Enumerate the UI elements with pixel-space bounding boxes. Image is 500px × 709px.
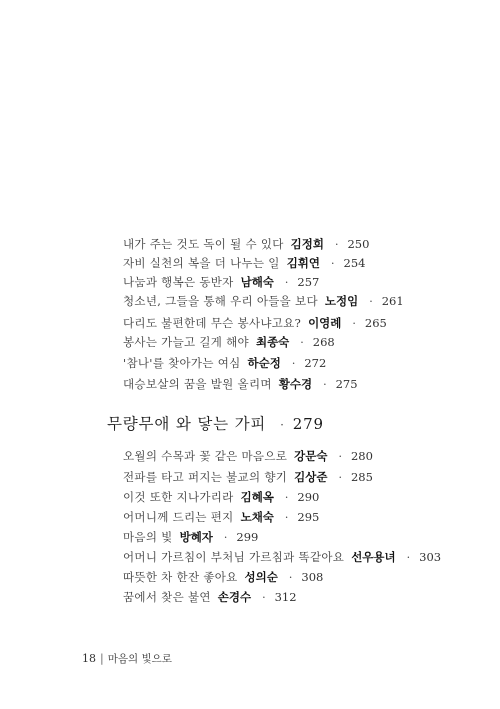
toc-entry[interactable] <box>123 254 365 272</box>
entry-separator: · <box>334 238 339 251</box>
section-page-number: 279 <box>292 415 324 433</box>
entry-page-number: 261 <box>381 294 404 308</box>
toc-entry[interactable] <box>123 548 441 566</box>
entry-page-number: 280 <box>350 449 373 463</box>
toc-entry[interactable] <box>123 488 319 506</box>
entry-page-number: 303 <box>419 550 442 564</box>
entry-separator: · <box>369 295 373 308</box>
entry-separator: · <box>331 257 335 270</box>
entry-page-number: 265 <box>364 316 387 330</box>
entry-page-number: 285 <box>350 470 373 484</box>
entry-title: 대승보살의 꿈을 발원 올리며 <box>123 377 272 391</box>
entry-author: 노채숙 <box>240 510 274 524</box>
toc-entry[interactable] <box>123 273 319 291</box>
entry-separator: · <box>338 450 342 463</box>
entry-page-number: 254 <box>343 256 366 270</box>
entry-separator: · <box>291 357 296 370</box>
toc-entry[interactable] <box>123 375 358 393</box>
entry-separator: · <box>406 551 411 564</box>
entry-page-number: 275 <box>335 377 358 391</box>
entry-author: 성의순 <box>244 570 278 584</box>
entry-separator: · <box>323 378 327 391</box>
entry-separator: · <box>223 531 228 544</box>
entry-author: 황수경 <box>278 377 313 391</box>
toc-entry[interactable] <box>123 333 335 351</box>
entry-title: 다리도 불편한데 무슨 봉사냐고요? <box>123 316 302 330</box>
entry-author: 강문숙 <box>294 449 328 463</box>
entry-author: 김휘연 <box>286 256 321 270</box>
entry-author: 선우용녀 <box>351 550 396 564</box>
toc-entry[interactable] <box>123 354 326 372</box>
toc-entry[interactable] <box>123 235 369 253</box>
entry-author: 김혜옥 <box>240 490 274 504</box>
entry-title: 자비 실천의 복을 더 나누는 일 <box>123 256 280 270</box>
entry-separator: · <box>262 591 266 604</box>
entry-author: 김정희 <box>290 237 324 251</box>
entry-title: 어머니께 드리는 편지 <box>123 510 234 524</box>
entry-separator: · <box>288 571 293 584</box>
entry-author: 방혜자 <box>179 530 213 544</box>
entry-page-number: 299 <box>236 530 259 544</box>
section-heading[interactable] <box>107 412 324 434</box>
entry-page-number: 268 <box>312 335 335 349</box>
page-footer <box>82 651 172 666</box>
entry-author: 남해숙 <box>240 275 274 289</box>
entry-page-number: 295 <box>297 510 320 524</box>
toc-entry[interactable] <box>123 447 373 465</box>
entry-title: 따뜻한 차 한잔 좋아요 <box>123 570 238 584</box>
entry-title: 꿈에서 찾은 불연 <box>123 590 211 604</box>
entry-page-number: 312 <box>274 590 297 604</box>
entry-title: 어머니 가르침이 부처님 가르침과 똑같아요 <box>123 550 345 564</box>
entry-title: 오월의 수목과 꽃 같은 마음으로 <box>123 449 288 463</box>
toc-entry[interactable] <box>123 468 373 486</box>
entry-page-number: 308 <box>301 570 324 584</box>
entry-title: 청소년, 그들을 통해 우리 아들을 보다 <box>123 294 318 308</box>
footer-book-title: 마음의 빛으로 <box>107 653 172 665</box>
entry-page-number: 290 <box>297 490 320 504</box>
toc-entry[interactable] <box>123 292 404 310</box>
entry-page-number: 257 <box>297 275 320 289</box>
entry-title: 내가 주는 것도 독이 될 수 있다 <box>123 237 284 251</box>
entry-author: 손경수 <box>217 590 252 604</box>
entry-title: '참나'를 찾아가는 여심 <box>123 356 241 370</box>
toc-entry[interactable] <box>123 314 387 332</box>
toc-entry[interactable] <box>123 568 323 586</box>
section-title: 무량무애 와 닿는 가피 <box>107 415 267 433</box>
toc-entry[interactable] <box>123 528 258 546</box>
toc-entry[interactable] <box>123 508 319 526</box>
entry-page-number: 250 <box>347 237 370 251</box>
entry-author: 이영례 <box>308 316 342 330</box>
entry-page-number: 272 <box>304 356 327 370</box>
entry-title: 봉사는 가늘고 길게 해야 <box>123 335 249 349</box>
toc-entry[interactable] <box>123 588 297 606</box>
entry-separator: · <box>352 317 356 330</box>
footer-page-number: 18 <box>82 652 96 665</box>
entry-title: 마음의 빛 <box>123 530 173 544</box>
entry-author: 최종숙 <box>255 335 290 349</box>
entry-separator: · <box>338 471 342 484</box>
section-separator: · <box>280 418 285 432</box>
entry-author: 하순정 <box>247 356 281 370</box>
entry-separator: · <box>300 336 304 349</box>
entry-author: 김상준 <box>294 470 328 484</box>
entry-author: 노정임 <box>324 294 359 308</box>
footer-separator: | <box>100 652 104 665</box>
entry-title: 전파를 타고 퍼지는 불교의 향기 <box>123 470 288 484</box>
entry-separator: · <box>284 491 289 504</box>
entry-separator: · <box>284 511 289 524</box>
entry-title: 이것 또한 지나가리라 <box>123 490 234 504</box>
entry-title: 나눔과 행복은 동반자 <box>123 275 234 289</box>
entry-separator: · <box>284 276 289 289</box>
